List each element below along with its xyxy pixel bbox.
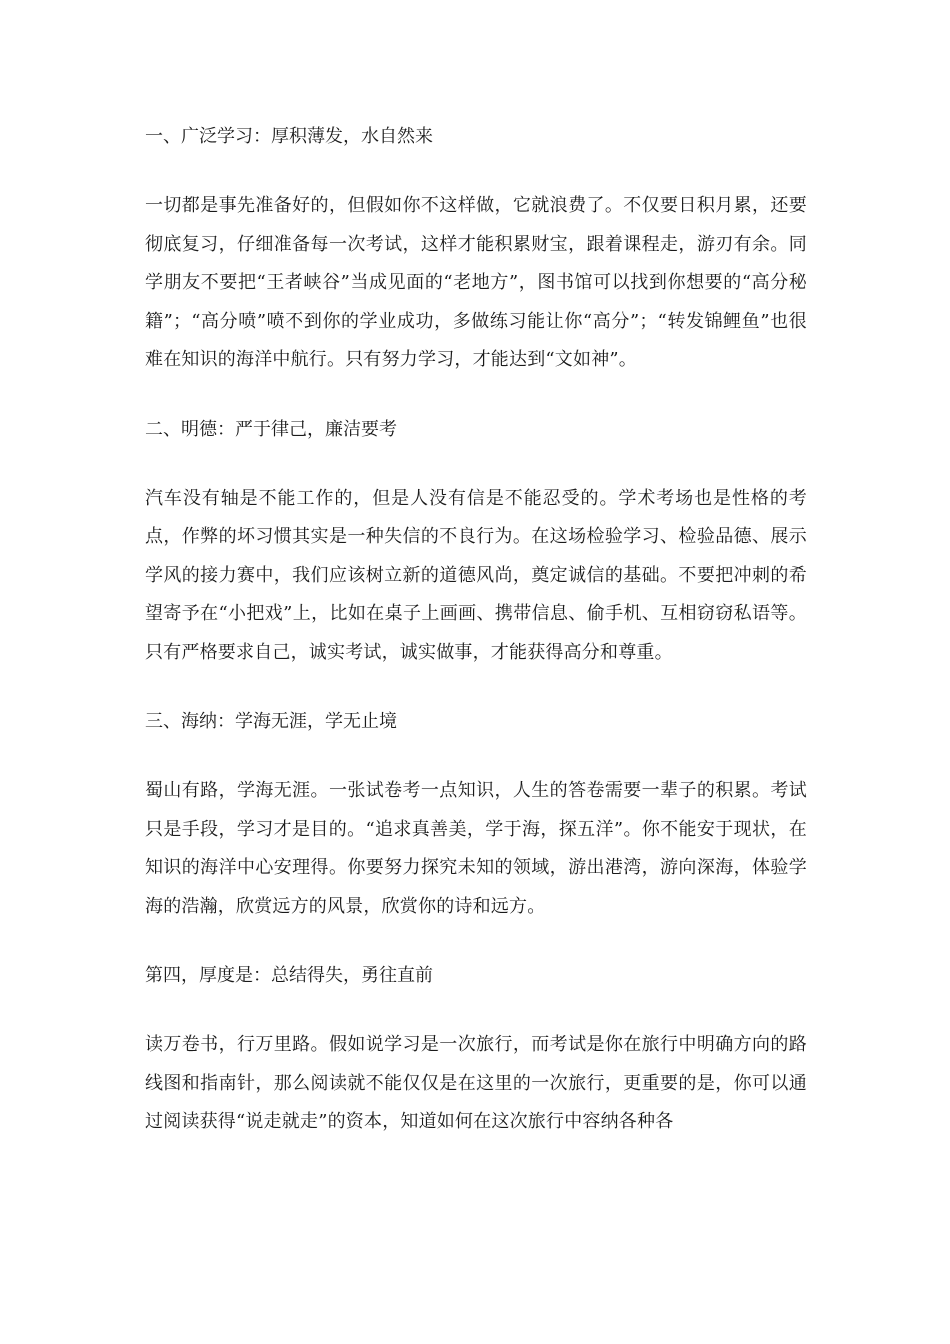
section-paragraph-4: 读万卷书，行万里路。假如说学习是一次旅行，而考试是你在旅行中明确方向的路线图和指南针，那么阅读就不能仅仅是在这里的一次旅行，更重要的是，你可以通过阅读获得“说走就走”的资本，知道如何在这次旅行中容纳各种各	[145, 1034, 807, 1132]
section-paragraph-3: 蜀山有路，学海无涯。一张试卷考一点知识，人生的答卷需要一辈子的积累。考试只是手段，学习才是目的。“追求真善美，学于海，探五洋”。你不能安于现状，在知识的海洋中心安理得。你要努力探究未知的领域，游出港湾，游向深海，体验学海的浩瀚，欣赏远方的风景，欣赏你的诗和远方。	[145, 780, 807, 917]
section-heading-3: 三、海纳：学海无涯，学无止境	[145, 711, 397, 732]
section-heading-4: 第四，厚度是：总结得失，勇往直前	[145, 965, 433, 986]
section-paragraph-1: 一切都是事先准备好的，但假如你不这样做，它就浪费了。不仅要日积月累，还要彻底复习，仔细准备每一次考试，这样才能积累财宝，跟着课程走，游刃有余。同学朋友不要把“王者峡谷”当成见面的“老地方”，图书馆可以找到你想要的“高分秘籍”；“高分喷”喷不到你的学业成功，多做练习能让你“高分”；“转发锦鲤鱼”也很难在知识的海洋中航行。只有努力学习，才能达到“文如神”。	[145, 195, 807, 370]
section-heading-2: 二、明德：严于律己，廉洁要考	[145, 418, 397, 440]
section-heading-1: 一、广泛学习：厚积薄发，水自然来	[145, 126, 433, 147]
section-paragraph-2: 汽车没有轴是不能工作的，但是人没有信是不能忍受的。学术考场也是性格的考点，作弊的坏习惯其实是一种失信的不良行为。在这场检验学习、检验品德、展示学风的接力赛中，我们应该树立新的道德风尚，奠定诚信的基础。不要把冲刺的希望寄予在“小把戏”上，比如在桌子上画画、携带信息、偷手机、互相窃窃私语等。只有严格要求自己，诚实考试，诚实做事，才能获得高分和尊重。	[145, 487, 807, 663]
document-page	[145, 118, 807, 1142]
